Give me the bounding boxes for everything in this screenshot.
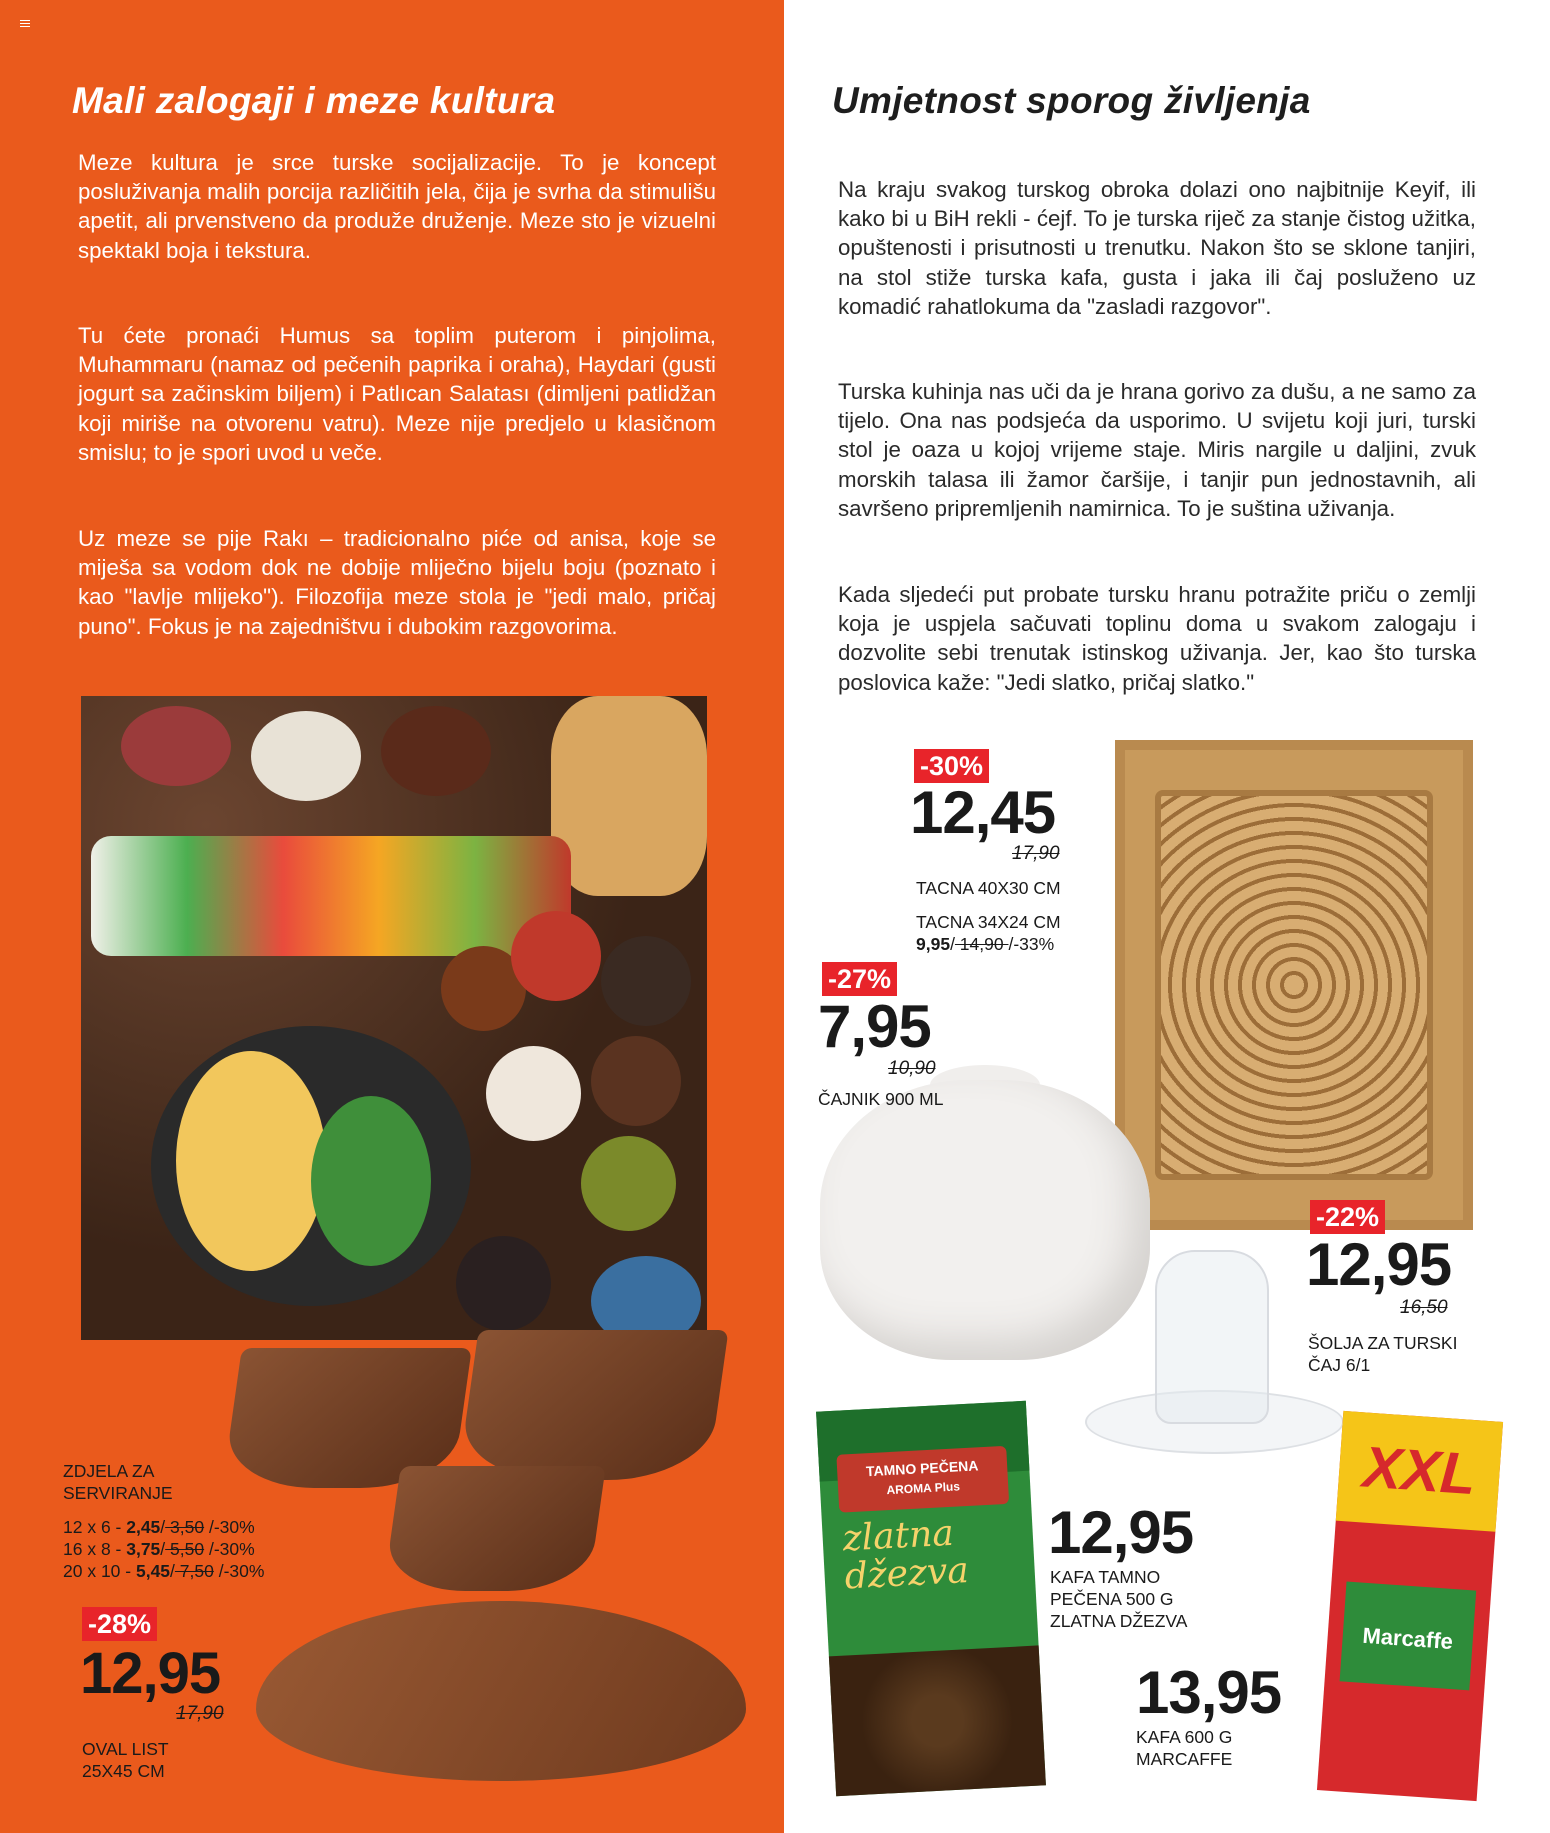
pack-brand-1: zlatna <box>841 1512 955 1560</box>
left-paragraph-1: Meze kultura je srce turske socijalizacije. To je koncept posluživanja malih porcija različitih jela, čija je svrha da stimulišu apetit, ali prvenstveno da produže druženje. Meze sto je vizuelni spektakl boja i tekstura. <box>78 150 716 263</box>
tray-discount-badge: -30% <box>914 749 989 783</box>
pack-marcaffe: Marcaffe <box>1361 1622 1454 1655</box>
teapot-price: 7,95 <box>818 993 931 1060</box>
oval-label-line2: 25X45 CM <box>82 1761 165 1781</box>
tray-price: 12,45 <box>910 779 1056 846</box>
bowls-label <box>63 1460 173 1504</box>
cups-label-line2: ČAJ 6/1 <box>1308 1355 1371 1375</box>
cups-label-line1: ŠOLJA ZA TURSKI <box>1308 1333 1458 1353</box>
coffee-dark-label-line1: KAFA TAMNO <box>1050 1567 1161 1587</box>
wooden-tray <box>1115 740 1473 1230</box>
pack-text-1: TAMNO PEČENA <box>865 1457 979 1480</box>
coffee-xxl-label <box>1136 1726 1232 1770</box>
menu-icon[interactable] <box>20 20 30 28</box>
bowls-size-row: 20 x 10 - 5,45/ 7,50 /-30% <box>63 1561 265 1581</box>
tray-label: TACNA 40X30 CM <box>916 878 1061 898</box>
serving-bowl-2 <box>457 1330 728 1480</box>
pack-text-2: AROMA Plus <box>886 1479 961 1498</box>
coffee-pack-zlatna-dzezva <box>816 1401 1046 1796</box>
tea-glass <box>1155 1250 1269 1424</box>
right-paragraph-2: Turska kuhinja nas uči da je hrana gorivo za dušu, a ne samo za tijelo. Ona nas podsjeća da usporimo. U svijetu koji juri, turski stol je oaza u kojoj vrijeme staje. Miris nargile u daljini, zvuk morskih talasa ili žamor čaršije, i tanjir pun jednostavnih, ali savršeno pripremljenih namirnica. To je suština uživanja. <box>838 379 1476 521</box>
cups-price: 12,95 <box>1306 1231 1452 1298</box>
pack-xxl: XXL <box>1336 1411 1503 1532</box>
oval-label-line1: OVAL LIST <box>82 1739 169 1759</box>
right-paragraph-1: Na kraju svakog turskog obroka dolazi ono najbitnije Keyif, ili kako bi u BiH rekli - ćejf. To je turska riječ za stanje čistog užitka, opuštenosti i prisutnosti u trenutku. Nakon što se sklone tanjiri, na stol stiže turska kafa, gusta i jaka ili čaj posluženo uz komadić rahatlokuma da "zasladi razgovor". <box>838 177 1476 319</box>
coffee-pack-marcaffe-xxl <box>1317 1411 1503 1801</box>
tray-alt-price-row: 9,95/ 14,90 /-33% <box>916 934 1055 954</box>
cups-old-price: 16,50 <box>1400 1297 1448 1318</box>
right-title: Umjetnost sporog življenja <box>832 80 1311 121</box>
coffee-dark-label-line3: ZLATNA DŽEZVA <box>1050 1611 1188 1631</box>
bowls-size-row: 16 x 8 - 3,75/ 5,50 /-30% <box>63 1539 255 1559</box>
right-paragraph-3: Kada sljedeći put probate tursku hranu potražite priču o zemlji koja je uspjela sačuvati toplinu doma u svakom zalogaju i dozvolite sebi trenutak istinskog uživanja. Jer, kao što turska poslovica kaže: "Jedi slatko, pričaj slatko." <box>838 582 1476 695</box>
cups-discount-badge: -22% <box>1310 1200 1385 1234</box>
tray-alt-label: TACNA 34X24 CM <box>916 912 1061 932</box>
teapot <box>820 1080 1150 1360</box>
bowls-label-line2: SERVIRANJE <box>63 1483 173 1503</box>
bowls-label-line1: ZDJELA ZA <box>63 1461 155 1481</box>
serving-bowl-3 <box>383 1466 606 1591</box>
left-paragraph-2: Tu ćete pronaći Humus sa toplim puterom i pinjolima, Muhammaru (namaz od pečenih paprika i oraha), Haydari (gusti jogurt sa začinskim biljem) i Patlıcan Salatası (dimljeni patlidžan koji miriše na otvorenu vatru). Meze nije predjelo u klasičnom smislu; to je spori uvod u veče. <box>78 323 716 465</box>
left-paragraph-3: Uz meze se pije Rakı – tradicionalno piće od anisa, koje se miješa sa vodom dok ne dobije mliječno bijelu boju (poznato i kao "lavlje mlijeko"). Filozofija meze stola je "jedi malo, pričaj puno". Fokus je na zajedništvu i dubokim razgovorima. <box>78 526 716 639</box>
coffee-xxl-price: 13,95 <box>1136 1659 1282 1726</box>
cups-label <box>1308 1332 1457 1376</box>
oval-label <box>82 1738 169 1782</box>
coffee-xxl-label-line1: KAFA 600 G <box>1136 1727 1233 1747</box>
coffee-dark-price: 12,95 <box>1048 1499 1194 1566</box>
meze-table-photo <box>81 696 707 1340</box>
teapot-discount-badge: -27% <box>822 962 897 996</box>
oval-discount-badge: -28% <box>82 1607 157 1641</box>
bowls-size-row: 12 x 6 - 2,45/ 3,50 /-30% <box>63 1517 255 1537</box>
coffee-xxl-label-line2: MARCAFFE <box>1136 1749 1233 1769</box>
pack-brand-2: džezva <box>843 1550 970 1598</box>
coffee-dark-label-line2: PEČENA 500 G <box>1050 1589 1174 1609</box>
tray-old-price: 17,90 <box>1012 843 1060 864</box>
teapot-label: ČAJNIK 900 ML <box>818 1089 944 1109</box>
bowls-size-list <box>63 1516 264 1582</box>
oval-price: 12,95 <box>80 1641 221 1706</box>
left-title: Mali zalogaji i meze kultura <box>72 80 556 121</box>
teapot-old-price: 10,90 <box>888 1058 936 1079</box>
oval-old-price: 17,90 <box>176 1703 224 1724</box>
coffee-dark-label <box>1050 1566 1187 1632</box>
